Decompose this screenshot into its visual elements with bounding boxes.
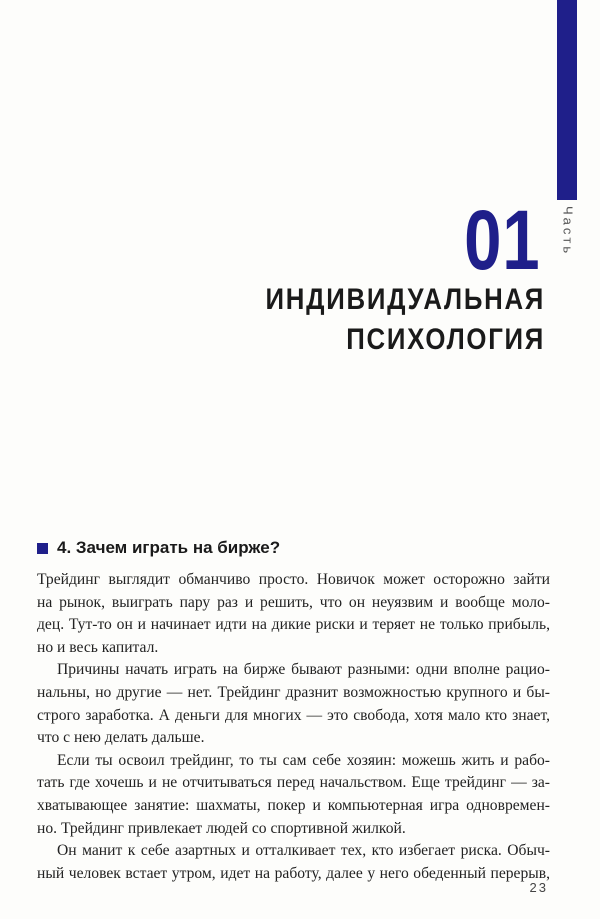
part-number: 01 — [463, 193, 540, 287]
text-line: Причины начать играть на бирже бывают разными: одни вполне рацио- — [57, 661, 550, 679]
section-heading — [37, 538, 280, 558]
part-side-label: Часть — [560, 206, 576, 257]
text-line: что с нею делать дальше. — [37, 729, 205, 747]
text-line: Он манит к себе азартных и отталкивает тех, кто избегает риска. Обыч- — [57, 842, 550, 860]
text-line: строго заработка. А деньги для многих — это свобода, хотя мало кто знает, — [37, 706, 550, 724]
part-title-line-2: ПСИХОЛОГИЯ — [346, 323, 545, 356]
part-title — [265, 280, 545, 360]
square-bullet-icon — [37, 543, 48, 554]
text-line: на рынок, выиграть пару раз и решить, что он неуязвим и вообще моло- — [37, 593, 550, 611]
text-line: нальны, но другие — нет. Трейдинг дразнит возможностью крупного и бы- — [37, 683, 550, 701]
text-line: ный человек встает утром, идет на работу, далее у него обеденный перерыв, — [37, 864, 550, 882]
section-heading-text: 4. Зачем играть на бирже? — [57, 538, 281, 557]
text-line: Трейдинг выглядит обманчиво просто. Новичок может осторожно зайти — [37, 571, 550, 588]
text-line: дец. Тут-то он и начинает идти на дикие риски и теряет не только прибыль, — [37, 616, 550, 634]
text-line: но. Трейдинг привлекает людей со спортивной жилкой. — [37, 819, 406, 837]
text-line: но и весь капитал. — [37, 638, 159, 656]
text-line: тать где хочешь и не отчитываться перед начальством. Еще трейдинг — за- — [37, 774, 550, 792]
paragraph-2 — [37, 659, 550, 749]
paragraph-1 — [37, 569, 550, 659]
paragraph-4 — [37, 840, 550, 885]
page-number: 23 — [529, 880, 548, 895]
text-line: хватывающее занятие: шахматы, покер и компьютерная игра одновремен- — [37, 796, 550, 814]
paragraph-3 — [37, 750, 550, 840]
body-text — [37, 569, 550, 885]
part-title-line-1: ИНДИВИДУАЛЬНАЯ — [265, 283, 545, 316]
part-color-bar — [557, 0, 577, 200]
text-line: Если ты освоил трейдинг, то ты сам себе хозяин: можешь жить и рабо- — [57, 751, 550, 769]
